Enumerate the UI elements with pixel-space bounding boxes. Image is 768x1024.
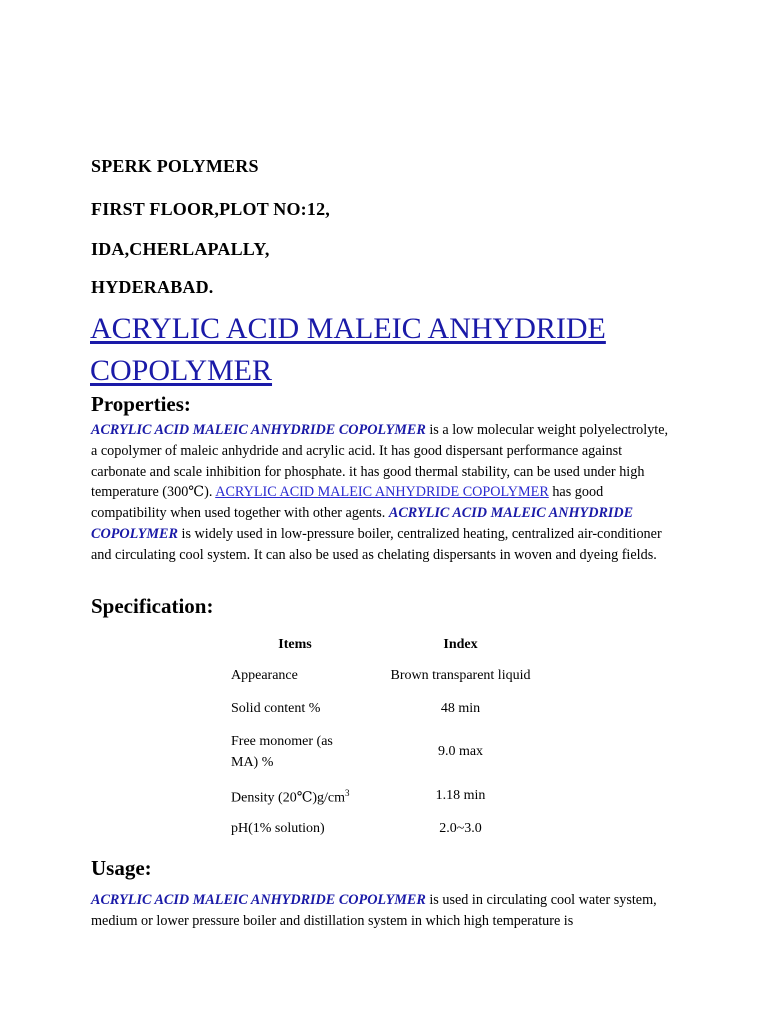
- table-row: [224, 779, 555, 812]
- address-line-1: FIRST FLOOR,PLOT NO:12,: [91, 199, 330, 219]
- product-link[interactable]: ACRYLIC ACID MALEIC ANHYDRIDE COPOLYMER: [215, 484, 549, 501]
- product-name-emphasis: ACRYLIC ACID MALEIC ANHYDRIDE COPOLYMER: [91, 422, 426, 438]
- table-row: [224, 692, 555, 725]
- properties-paragraph: [91, 420, 676, 566]
- spec-index: 2.0~3.0: [439, 820, 482, 836]
- specification-table: [224, 630, 555, 845]
- spec-index: 1.18 min: [435, 787, 486, 803]
- address-line-2: IDA,CHERLAPALLY,: [91, 239, 270, 259]
- table-header-row: [224, 630, 555, 659]
- table-row: [224, 725, 555, 779]
- spec-index: 9.0 max: [437, 744, 484, 759]
- spec-item: Appearance: [231, 668, 298, 683]
- properties-text-2: has good compatibility when used together with other agents.: [91, 484, 604, 522]
- table-row: [224, 812, 555, 845]
- properties-text-3: is widely used in low-pressure boiler, centralized heating, centralized air-conditioner and circulating cool system. It can also be used as chelating dispersants in woven and dyeing fields.: [91, 525, 662, 563]
- spec-item: Free monomer (as MA) %: [231, 734, 333, 770]
- usage-heading: Usage:: [91, 856, 152, 880]
- table-row: [224, 659, 555, 692]
- usage-text: is used in circulating cool water system, medium or lower pressure boiler and distillation system in which high temperature is: [91, 892, 657, 929]
- column-header-items: Items: [278, 636, 312, 652]
- properties-heading: Properties:: [91, 392, 191, 416]
- product-name-emphasis: ACRYLIC ACID MALEIC ANHYDRIDE COPOLYMER: [91, 505, 634, 542]
- specification-heading: Specification:: [91, 594, 214, 618]
- company-name: SPERK POLYMERS: [91, 156, 259, 176]
- product-name-emphasis: ACRYLIC ACID MALEIC ANHYDRIDE COPOLYMER: [91, 892, 426, 908]
- spec-index: 48 min: [440, 700, 481, 716]
- spec-item: Solid content %: [231, 701, 321, 716]
- product-title-link[interactable]: ACRYLIC ACID MALEIC ANHYDRIDE COPOLYMER: [90, 312, 606, 387]
- column-header-index: Index: [443, 636, 478, 652]
- spec-item-text: Density (20℃)g/cm: [231, 790, 346, 806]
- properties-text-1: is a low molecular weight polyelectrolyte, a copolymer of maleic anhydride and acrylic acid. It has good dispersant performance against carbonate and scale inhibition for phosphate. it has good thermal stability, can be used under high temperature (300℃).: [91, 422, 669, 501]
- superscript: 3: [345, 787, 350, 798]
- address-city: HYDERABAD.: [91, 277, 214, 297]
- spec-index: Brown transparent liquid: [390, 667, 531, 683]
- spec-item: pH(1% solution): [231, 821, 325, 836]
- usage-paragraph: [91, 890, 676, 932]
- spec-item: [224, 779, 366, 812]
